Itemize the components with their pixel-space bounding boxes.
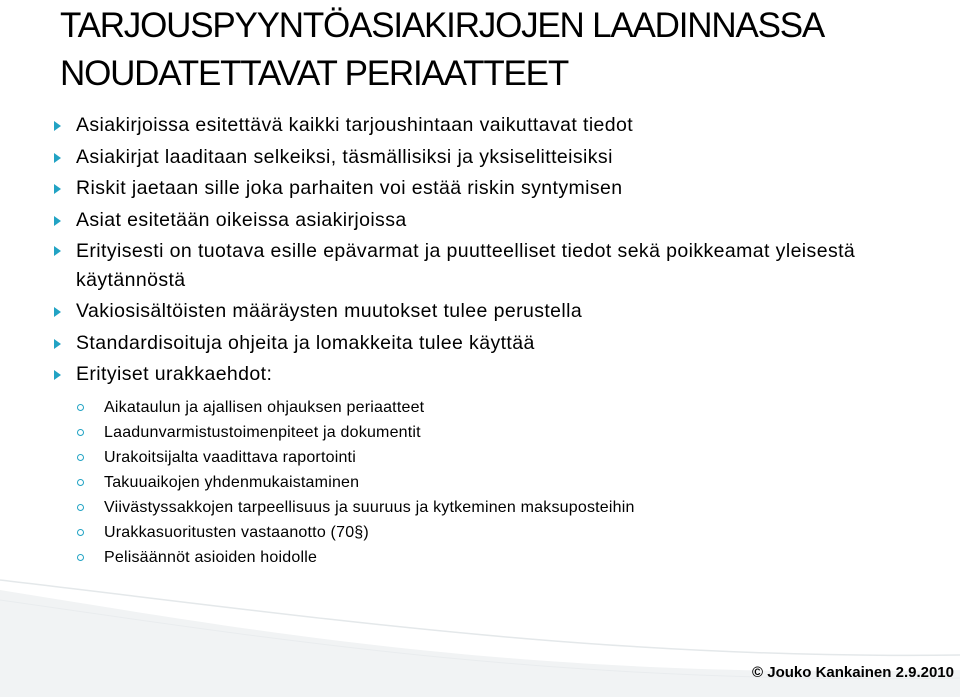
slide-title: TARJOUSPYYNTÖASIAKIRJOJEN LAADINNASSA NOUDATETTAVAT PERIAATTEET: [60, 6, 823, 93]
sub-bullet-item: [74, 495, 928, 520]
sub-bullet-item: [74, 520, 928, 545]
bullet-text: Standardisoituja ohjeita ja lomakkeita tulee käyttää: [76, 331, 535, 354]
sub-bullet-item: [74, 545, 928, 570]
sub-bullet-item: [74, 395, 928, 420]
bullet-text: Vakiosisältöisten määräysten muutokset tulee perustella: [76, 300, 583, 322]
circle-bullet-icon: [77, 554, 84, 561]
circle-bullet-icon: [77, 404, 84, 411]
sub-bullet-text: Pelisäännöt asioiden hoidolle: [104, 548, 318, 566]
bullet-item: [48, 236, 928, 296]
bullet-item: [48, 142, 928, 174]
sub-bullet-item: [74, 470, 928, 495]
sub-bullet-list: [74, 395, 928, 570]
arrow-bullet-icon: [54, 370, 61, 380]
bullet-item: [48, 173, 928, 205]
copyright-footer: © Jouko Kankainen 2.9.2010: [752, 664, 954, 681]
sub-bullet-text: Laadunvarmistustoimenpiteet ja dokumentit: [104, 423, 421, 441]
arrow-bullet-icon: [54, 307, 61, 317]
arrow-bullet-icon: [54, 339, 61, 349]
bullet-list: [48, 110, 928, 570]
arrow-bullet-icon: [54, 216, 61, 226]
sub-bullet-text: Aikataulun ja ajallisen ohjauksen periaatteet: [104, 398, 425, 416]
arrow-bullet-icon: [54, 153, 61, 163]
bullet-text: Riskit jaetaan sille joka parhaiten voi estää riskin syntymisen: [76, 177, 623, 199]
circle-bullet-icon: [77, 504, 84, 511]
bullet-text: Asiat esitetään oikeissa asiakirjoissa: [76, 208, 407, 231]
bullet-text: Asiakirjat laaditaan selkeiksi, täsmällisiksi ja yksiselitteisiksi: [76, 145, 613, 168]
sub-bullet-item: [74, 445, 928, 470]
arrow-bullet-icon: [54, 184, 61, 194]
sub-bullet-text: Urakkasuoritusten vastaanotto (70§): [104, 523, 369, 541]
arrow-bullet-icon: [54, 246, 61, 256]
sub-bullet-item: [74, 420, 928, 445]
bullet-item: [48, 110, 928, 142]
circle-bullet-icon: [77, 479, 84, 486]
bullet-text: Asiakirjoissa esitettävä kaikki tarjoushintaan vaikuttavat tiedot: [76, 114, 634, 136]
circle-bullet-icon: [77, 454, 84, 461]
circle-bullet-icon: [77, 429, 84, 436]
circle-bullet-icon: [77, 529, 84, 536]
bullet-text: Erityiset urakkaehdot:: [76, 363, 273, 385]
bullet-item: [48, 296, 928, 328]
bullet-item: [48, 205, 928, 237]
bullet-item: [48, 328, 928, 360]
bullet-text: Erityisesti on tuotava esille epävarmat ja puutteelliset tiedot sekä poikkeamat yleisestä käytännöstä: [76, 240, 856, 291]
arrow-bullet-icon: [54, 121, 61, 131]
sub-bullet-text: Urakoitsijalta vaadittava raportointi: [104, 448, 356, 466]
sub-bullet-text: Takuuaikojen yhdenmukaistaminen: [104, 473, 360, 491]
sub-bullet-text: Viivästyssakkojen tarpeellisuus ja suuruus ja kytkeminen maksuposteihin: [104, 498, 635, 516]
bullet-item: [48, 359, 928, 391]
